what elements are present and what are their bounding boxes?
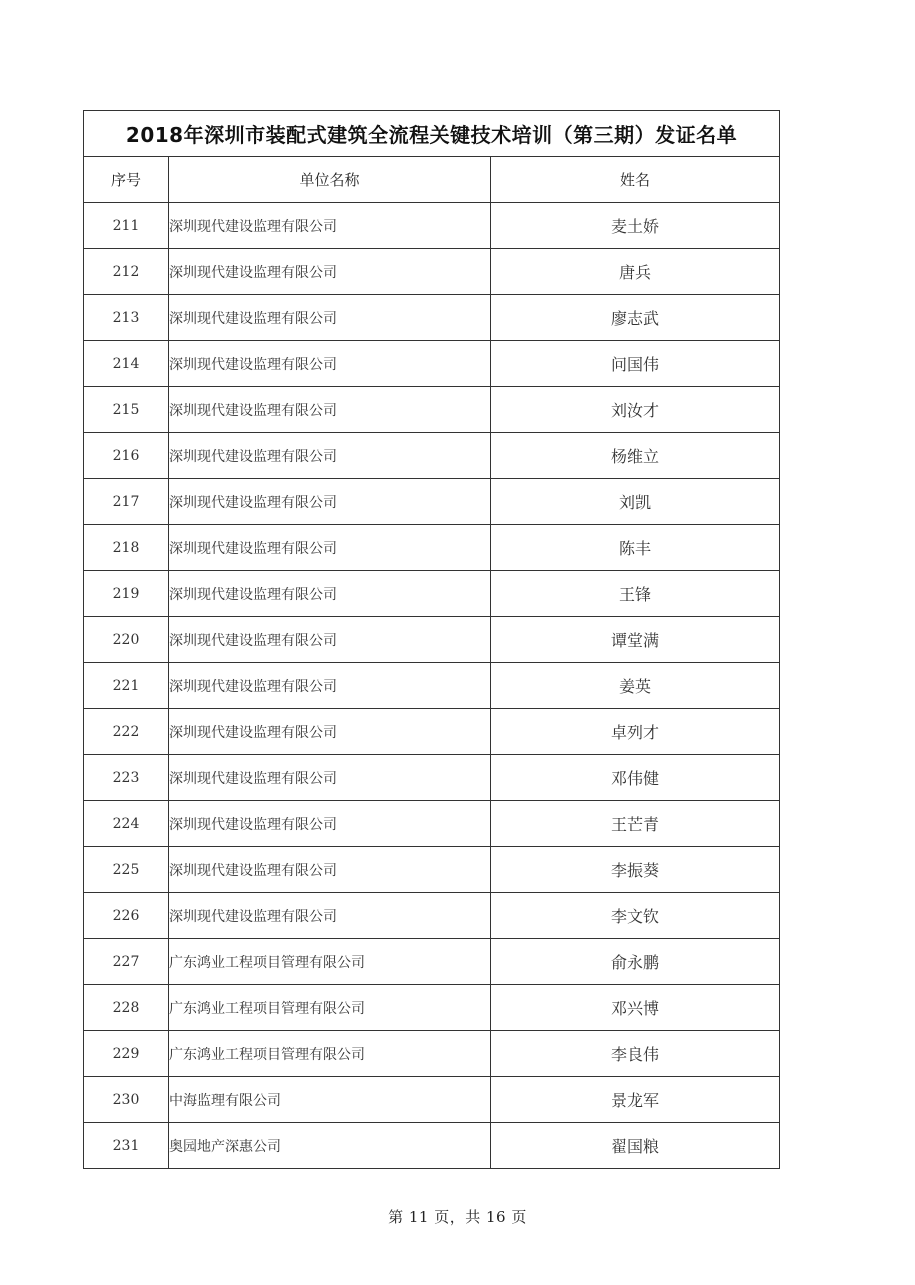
row-name-cell: 李振葵 <box>491 847 780 893</box>
row-number-cell: 231 <box>84 1123 169 1169</box>
row-number-cell: 224 <box>84 801 169 847</box>
table-row <box>84 433 780 479</box>
row-unit-cell: 深圳现代建设监理有限公司 <box>169 755 491 801</box>
table-row <box>84 341 780 387</box>
row-number-cell: 222 <box>84 709 169 755</box>
row-unit-cell: 深圳现代建设监理有限公司 <box>169 341 491 387</box>
row-number-cell: 215 <box>84 387 169 433</box>
row-unit-cell: 深圳现代建设监理有限公司 <box>169 433 491 479</box>
row-unit-cell: 深圳现代建设监理有限公司 <box>169 709 491 755</box>
row-number-cell: 212 <box>84 249 169 295</box>
row-unit-cell: 深圳现代建设监理有限公司 <box>169 249 491 295</box>
row-number-cell: 221 <box>84 663 169 709</box>
table-row <box>84 939 780 985</box>
row-unit-cell: 深圳现代建设监理有限公司 <box>169 617 491 663</box>
table-row <box>84 1123 780 1169</box>
row-number-cell: 213 <box>84 295 169 341</box>
row-unit-cell: 中海监理有限公司 <box>169 1077 491 1123</box>
row-number-cell: 214 <box>84 341 169 387</box>
row-unit-cell: 深圳现代建设监理有限公司 <box>169 801 491 847</box>
row-number-cell: 229 <box>84 1031 169 1077</box>
table-row <box>84 1077 780 1123</box>
row-unit-cell: 深圳现代建设监理有限公司 <box>169 295 491 341</box>
table-row <box>84 525 780 571</box>
row-number-cell: 228 <box>84 985 169 1031</box>
table-row <box>84 571 780 617</box>
row-unit-cell: 广东鸿业工程项目管理有限公司 <box>169 939 491 985</box>
table-row <box>84 387 780 433</box>
row-name-cell: 王芒青 <box>491 801 780 847</box>
table-row <box>84 985 780 1031</box>
row-number-cell: 216 <box>84 433 169 479</box>
row-name-cell: 刘凯 <box>491 479 780 525</box>
row-name-cell: 姜英 <box>491 663 780 709</box>
row-name-cell: 谭堂满 <box>491 617 780 663</box>
row-unit-cell: 广东鸿业工程项目管理有限公司 <box>169 985 491 1031</box>
row-name-cell: 唐兵 <box>491 249 780 295</box>
row-name-cell: 陈丰 <box>491 525 780 571</box>
column-header-name: 姓名 <box>491 157 780 203</box>
table-row <box>84 893 780 939</box>
row-number-cell: 225 <box>84 847 169 893</box>
table-title: 2018年深圳市装配式建筑全流程关键技术培训（第三期）发证名单 <box>84 111 780 157</box>
row-unit-cell: 深圳现代建设监理有限公司 <box>169 663 491 709</box>
table-row <box>84 203 780 249</box>
row-unit-cell: 深圳现代建设监理有限公司 <box>169 847 491 893</box>
column-header-unit: 单位名称 <box>169 157 491 203</box>
row-name-cell: 问国伟 <box>491 341 780 387</box>
row-name-cell: 卓列才 <box>491 709 780 755</box>
column-header-row <box>84 157 780 203</box>
table-row <box>84 295 780 341</box>
row-name-cell: 邓伟健 <box>491 755 780 801</box>
row-unit-cell: 广东鸿业工程项目管理有限公司 <box>169 1031 491 1077</box>
row-unit-cell: 奥园地产深惠公司 <box>169 1123 491 1169</box>
table-row <box>84 847 780 893</box>
row-number-cell: 220 <box>84 617 169 663</box>
roster-body <box>84 203 780 1169</box>
row-unit-cell: 深圳现代建设监理有限公司 <box>169 387 491 433</box>
table-row <box>84 755 780 801</box>
column-header-number: 序号 <box>84 157 169 203</box>
row-name-cell: 李文钦 <box>491 893 780 939</box>
row-name-cell: 邓兴博 <box>491 985 780 1031</box>
row-name-cell: 杨维立 <box>491 433 780 479</box>
row-name-cell: 景龙军 <box>491 1077 780 1123</box>
row-number-cell: 219 <box>84 571 169 617</box>
row-number-cell: 227 <box>84 939 169 985</box>
row-unit-cell: 深圳现代建设监理有限公司 <box>169 203 491 249</box>
table-row <box>84 1031 780 1077</box>
row-number-cell: 211 <box>84 203 169 249</box>
row-number-cell: 218 <box>84 525 169 571</box>
row-unit-cell: 深圳现代建设监理有限公司 <box>169 525 491 571</box>
table-row <box>84 801 780 847</box>
row-unit-cell: 深圳现代建设监理有限公司 <box>169 893 491 939</box>
certificate-roster-table <box>83 110 780 1169</box>
row-number-cell: 226 <box>84 893 169 939</box>
table-row <box>84 249 780 295</box>
row-number-cell: 217 <box>84 479 169 525</box>
row-number-cell: 230 <box>84 1077 169 1123</box>
row-name-cell: 俞永鹏 <box>491 939 780 985</box>
row-unit-cell: 深圳现代建设监理有限公司 <box>169 571 491 617</box>
row-name-cell: 刘汝才 <box>491 387 780 433</box>
table-row <box>84 709 780 755</box>
row-name-cell: 麦土娇 <box>491 203 780 249</box>
table-row <box>84 479 780 525</box>
row-unit-cell: 深圳现代建设监理有限公司 <box>169 479 491 525</box>
table-row <box>84 663 780 709</box>
page-number-footer: 第 11 页，共 16 页 <box>388 1208 527 1226</box>
row-name-cell: 李良伟 <box>491 1031 780 1077</box>
row-name-cell: 王锋 <box>491 571 780 617</box>
table-row <box>84 617 780 663</box>
row-name-cell: 廖志武 <box>491 295 780 341</box>
row-name-cell: 翟国粮 <box>491 1123 780 1169</box>
row-number-cell: 223 <box>84 755 169 801</box>
